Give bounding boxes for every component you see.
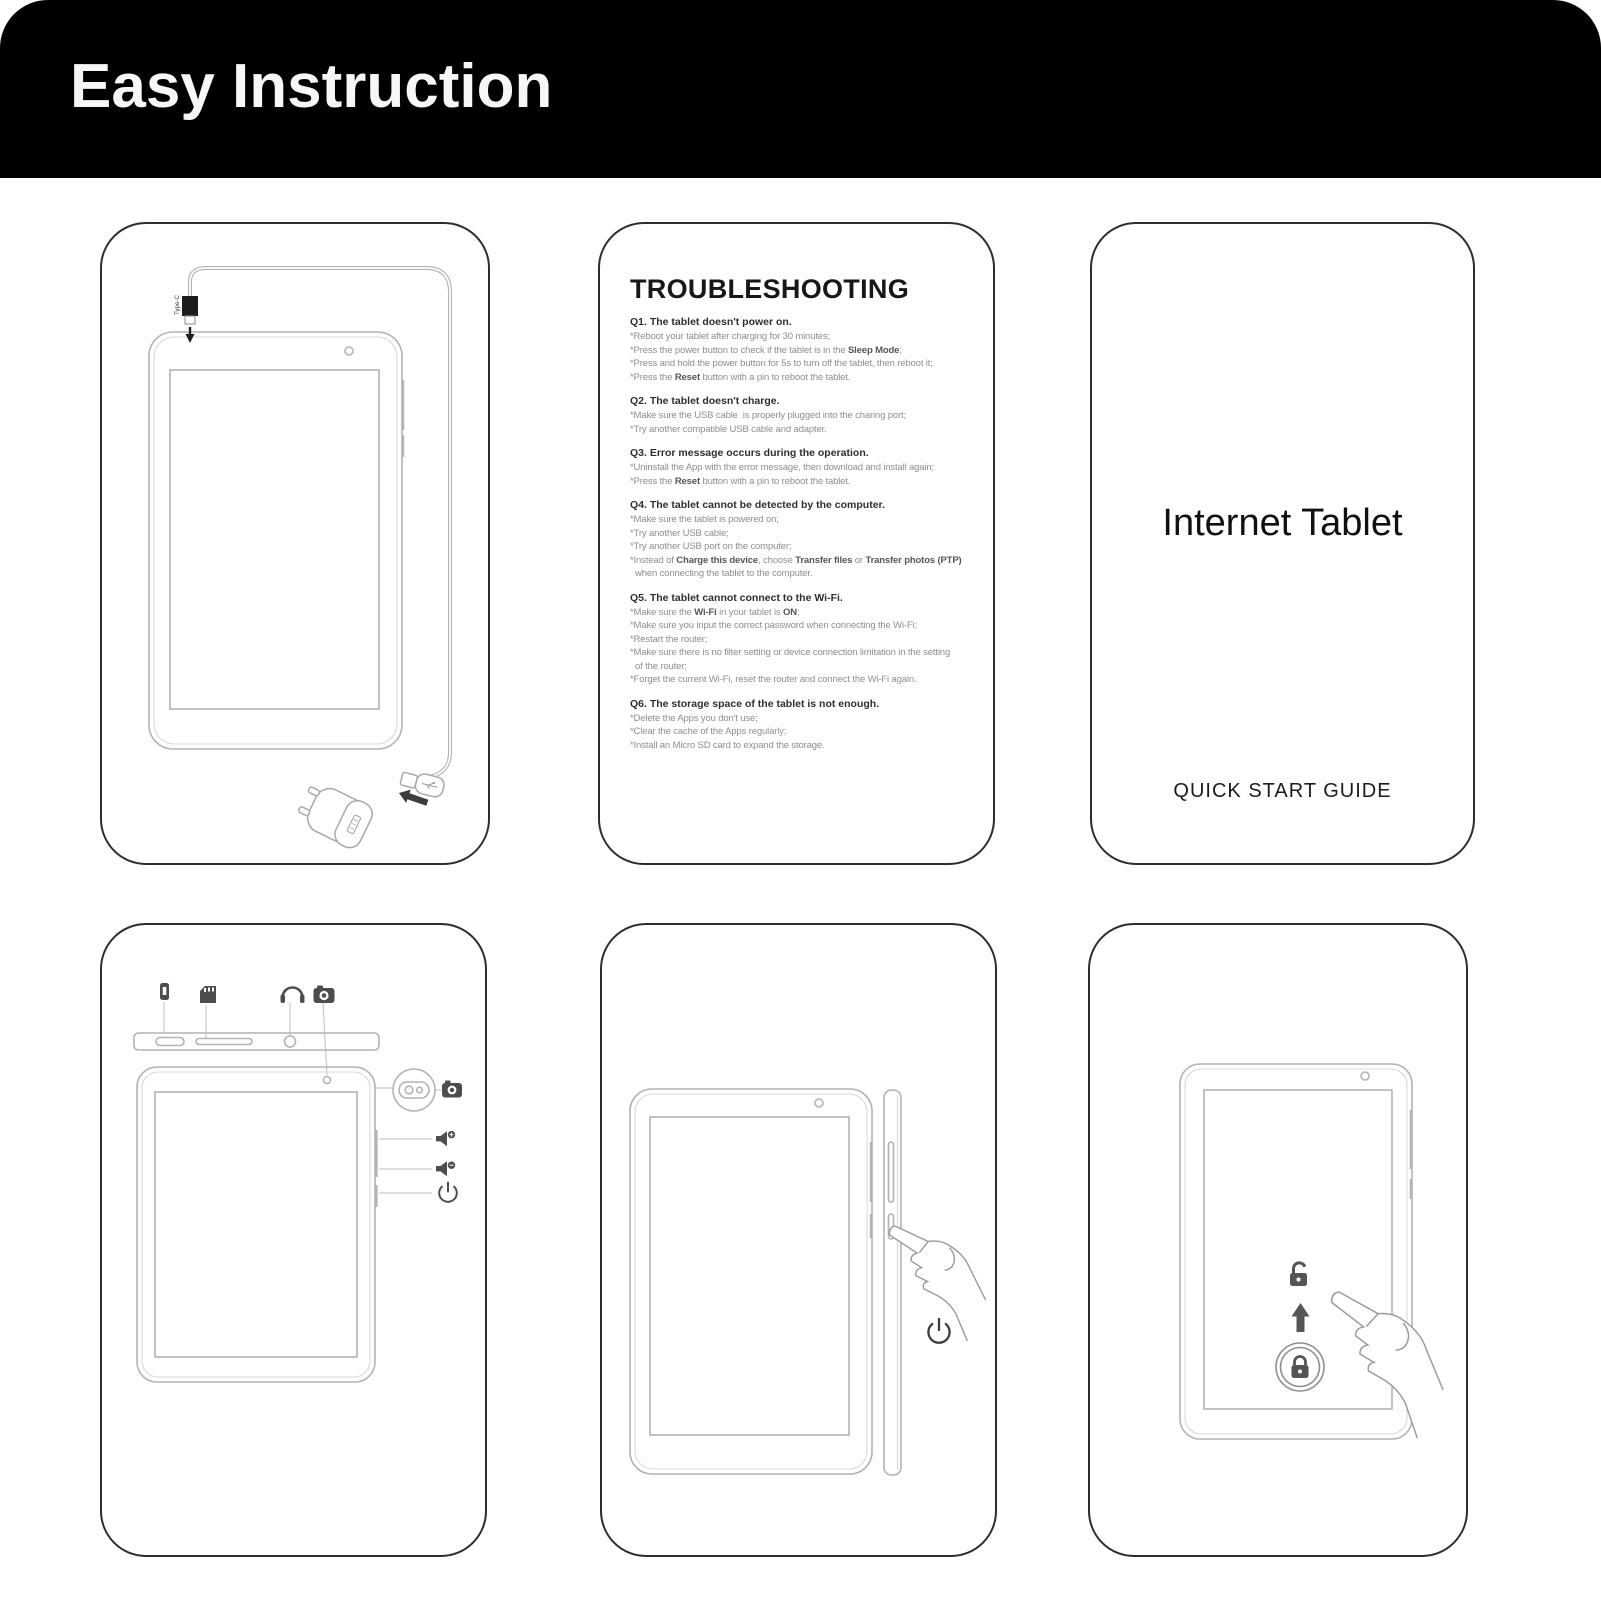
power-button-diagram: [602, 925, 997, 1557]
usb-type-c-icon: [160, 983, 169, 1000]
troubleshooting-list: [630, 316, 993, 752]
answer-line: *Try another USB port on the computer;: [630, 541, 792, 552]
swipe-up-arrow-icon: [1292, 1303, 1310, 1332]
tablet-front-outline: [1180, 1064, 1412, 1439]
answer-line: when connecting the tablet to the computer.: [630, 568, 813, 579]
lock-button: [1276, 1343, 1324, 1391]
front-camera-dot: [324, 1077, 331, 1084]
headphone-jack: [285, 1036, 296, 1047]
unlock-diagram-panel: [1088, 923, 1468, 1557]
tablet-front-outline: [630, 1089, 872, 1474]
headphones-icon: [281, 988, 305, 1004]
tablet-side-profile: [884, 1090, 901, 1475]
answer-line: *Reboot your tablet after charging for 30 minutes;: [630, 331, 831, 342]
tablet-top-edge: [134, 1033, 379, 1050]
answer-line: *Restart the router;: [630, 633, 708, 645]
callout-lines: [164, 1002, 441, 1193]
troubleshooting-title: TROUBLESHOOTING: [630, 274, 909, 304]
micro-sd-card-icon: [200, 986, 216, 1003]
question: Q1. The tablet doesn't power on.: [630, 316, 792, 328]
answer-line: *Make sure there is no filter setting or device connection limitation in the setting: [630, 647, 951, 658]
power-button-diagram-panel: [600, 923, 997, 1557]
volume-down-icon: [436, 1161, 455, 1176]
ports-diagram-panel: [100, 923, 487, 1557]
answer-line: *Press and hold the power button for 5s to turn off the tablet, then reboot it;: [630, 358, 933, 369]
question: Q2. The tablet doesn't charge.: [630, 395, 780, 407]
answer-line: *Try another compatible USB cable and adapter.: [630, 423, 827, 435]
power-icon: [439, 1183, 457, 1202]
answer-line: *Forget the current Wi-Fi, reset the router and connect the Wi-Fi again.: [630, 674, 917, 685]
volume-rocker: [889, 1142, 894, 1202]
answer-line: of the router;: [630, 660, 687, 672]
answer-line: *Make sure the USB cable is properly plugged into the charing port;: [630, 410, 907, 421]
answer-line: *Press the Reset button with a pin to reboot the tablet.: [630, 371, 851, 383]
question: Q5. The tablet cannot connect to the Wi-Fi.: [630, 591, 843, 604]
tablet-front-outline: [137, 1067, 435, 1382]
answer-line: *Clear the cache of the Apps regularly;: [630, 726, 787, 737]
answer-line: *Delete the Apps you don't use;: [630, 712, 758, 724]
sd-slot: [196, 1039, 252, 1045]
pointing-hand: [868, 1225, 997, 1343]
unlock-diagram: [1090, 925, 1468, 1557]
usb-type-c-icon: [174, 295, 198, 343]
page-title: Easy Instruction: [70, 51, 553, 121]
usb-cable: [190, 268, 450, 778]
power-icon: [928, 1319, 949, 1343]
answer-line: *Try another USB cable;: [630, 527, 729, 539]
answer-line: *Make sure you input the correct password when connecting the Wi-Fi;: [630, 620, 918, 631]
answer-line: *Instead of Charge this device, choose Transfer files or Transfer photos (PTP): [630, 554, 962, 566]
answer-line: *Make sure the Wi-Fi in your tablet is ON;: [630, 606, 800, 618]
answer-line: *Make sure the tablet is powered on;: [630, 514, 779, 525]
guide-subtitle: QUICK START GUIDE: [1173, 780, 1392, 802]
usb-port: [156, 1038, 184, 1046]
charging-diagram: [102, 224, 490, 865]
question: Q3. Error message occurs during the operation.: [630, 447, 869, 459]
troubleshooting-panel: [598, 222, 995, 865]
front-camera-dot: [1361, 1072, 1369, 1080]
cover-panel: [1090, 222, 1475, 865]
product-name: Internet Tablet: [1162, 502, 1403, 544]
front-camera-dot: [345, 347, 353, 355]
volume-up-icon: [436, 1131, 455, 1146]
tablet-front-outline: [149, 332, 403, 749]
answer-line: *Press the Reset button with a pin to reboot the tablet.: [630, 475, 851, 487]
lock-icon: [1292, 1357, 1309, 1379]
answer-line: *Install an Micro SD card to expand the storage.: [630, 739, 825, 751]
front-camera-dot: [815, 1099, 823, 1107]
question: Q4. The tablet cannot be detected by the computer.: [630, 499, 885, 511]
camera-icon: [314, 986, 335, 1004]
page-header: [0, 0, 1601, 178]
type-c-label: Type-C: [174, 295, 181, 315]
unlock-icon: [1290, 1263, 1307, 1286]
ports-diagram: [102, 925, 487, 1557]
answer-line: *Uninstall the App with the error message, then download and install again;: [630, 462, 935, 473]
power-adapter-icon: [293, 778, 376, 851]
answer-line: *Press the power button to check if the tablet is in the Sleep Mode;: [630, 344, 902, 356]
camera-icon: [442, 1081, 462, 1098]
charging-diagram-panel: [100, 222, 490, 865]
question: Q6. The storage space of the tablet is not enough.: [630, 697, 880, 710]
